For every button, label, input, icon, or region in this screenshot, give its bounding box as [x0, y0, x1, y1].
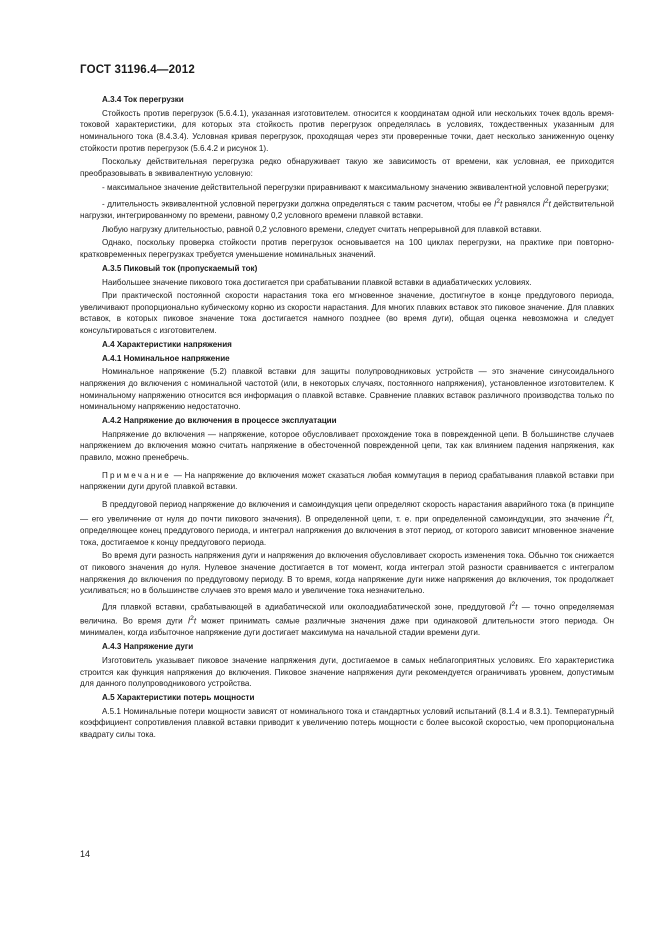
section-a4-title: А.4 Характеристики напряжения — [102, 339, 232, 349]
section-a41-title: А.4.1 Номинальное напряжение — [102, 353, 230, 363]
paragraph: - максимальное значение действительной перегрузки приравнивают к максимальному значению эквивалентной условной перегрузки; — [102, 182, 609, 192]
paragraph-i2t: - длительность эквивалентной условной перегрузки должна определяться с таким расчетом, чтобы ее $I^2t$ равнялся $I^2t$ действительной нагрузки, интегрированному по времени, равному 0,2 условного времени плавкой вставки. — [80, 197, 614, 220]
paragraph: А.5.1 Номинальные потери мощности зависят от номинального тока и стандартных условий испытаний (8.1.4 и 8.3.1). Температурный коэффициент сопротивления плавкой вставки приводит к увеличению потерь мощности с более высокой скоростью, чем пропорциональна квадрату силы тока. — [80, 706, 614, 739]
note: Примечание — На напряжение до включения может сказаться любая коммутация в период срабатывания плавкой вставки при напряжении дуги другой плавкой вставки. — [80, 470, 614, 492]
paragraph: Номинальное напряжение (5.2) плавкой вставки для защиты полупроводниковых устройств — это значение синусоидального напряжения до включения с номинальной частотой (или, в некоторых случаях, постоянного напряжения), установленное изготовителем. К номинальному напряжению относится вся информация о плавкой вставке. Сравнение плавких вставок различного производства только по номинальному напряжению недостаточно. — [80, 367, 614, 412]
document-body — [80, 94, 614, 743]
paragraph: Поскольку действительная перегрузка редко обнаруживает такую же зависимость от времени, как условная, ее приходится преобразовывать в эквивалентную условную: — [80, 157, 614, 178]
paragraph-i2t: В преддуговой период напряжение до включения и самоиндукция цепи определяют скорость нарастания аварийного тока (в принципе — его увеличение от нуля до почти пикового значения). В определенной цепи, т. е. при определенной самоиндукции, это значение $I^2t$, определяющее конец преддугового периода, и интеграл напряжения до включения в этот период, от которого зависит мгновенное значение тока, достигаемое к концу преддугового периода. — [80, 500, 614, 547]
paragraph-i2t: Для плавкой вставки, срабатывающей в адиабатической или околоадиабатической зоне, преддуговой $I^2t$ — точно определяемая величина. Во время дуги $I^2t$ может принимать самые различные значения даже при одинаковой длительности этого периода. Он минимален, когда избыточное напряжение дуги достигает максимума на начальной стадии времени дуги. — [80, 600, 615, 638]
section-a5-title: А.5 Характеристики потерь мощности — [102, 693, 255, 702]
section-a34-title: А.3.4 Ток перегрузки — [102, 95, 184, 104]
paragraph: Напряжение до включения — напряжение, которое обусловливает прохождение тока в поврежденной цепи. В большинстве случаев напряжением до включения можно считать напряжение в обесточенной поврежденной цепи, так как влиянием падения напряжения, как правило, можно пренебречь. — [80, 429, 614, 462]
paragraph: Однако, поскольку проверка стойкости против перегрузок основывается на 100 циклах перегрузки, на практике при повторно-кратковременных перегрузках требуется уменьшение номинальных значений. — [80, 238, 614, 259]
paragraph: Во время дуги разность напряжения дуги и напряжения до включения обусловливает скорость изменения тока. Обычно ток снижается от пикового значения до нуля. Нулевое значение достигается в тот момент, когда интеграл этой разности сравнивается с интегралом напряжения до включения по преддуговому периоду. В то время, когда напряжение дуги ниже напряжения до включения, ток продолжает усиливаться; но в большинстве случаев это время мало и увеличение тока незначительно. — [80, 551, 614, 596]
standard-designation: ГОСТ 31196.4—2012 — [80, 64, 195, 76]
paragraph: При практической постоянной скорости нарастания тока его мгновенное значение, достигнутое в конце преддугового периода, увеличивают пропорционально кубическому корню из скорости нарастания. Для многих плавких вставок это пиковое значение. Для плавких вставок, в которых пиковое значение тока достигается намного позднее (во время дуги), общая оценка невозможна и следует консультироваться с изготовителем. — [80, 291, 614, 336]
section-a42-title: А.4.2 Напряжение до включения в процессе эксплуатации — [102, 415, 337, 425]
paragraph: Изготовитель указывает пиковое значение напряжения дуги, достигаемое в самых неблагоприятных условиях. Его характеристика строится как функция напряжения до включения. Пиковое значение напряжения дуги рекомендуется ограничивать уровнем, допустимым для данного полупроводникового устройства. — [80, 656, 614, 689]
paragraph: Стойкость против перегрузок (5.6.4.1), указанная изготовителем. относится к координатам одной или нескольких точек вдоль время-токовой характеристики, для которых эта стойкость против перегрузок определялась в условиях, тождественных указанным для номинального тока (8.4.3.4). Условная кривая перегрузок, проходящая через эти проверенные точки, дает несколько заниженную оценку стойкости против перегрузок (5.6.4.2 и рисунок 1). — [80, 108, 614, 153]
paragraph: Наибольшее значение пикового тока достигается при срабатывании плавкой вставки в адиабатических условиях. — [102, 277, 532, 287]
paragraph: Любую нагрузку длительностью, равной 0,2 условного времени, следует считать непрерывной для плавкой вставки. — [102, 224, 542, 234]
section-a43-title: А.4.3 Напряжение дуги — [102, 642, 194, 652]
page-number: 14 — [80, 849, 91, 859]
section-a35-title: А.3.5 Пиковый ток (пропускаемый ток) — [102, 263, 258, 273]
note-label: Примечание — [102, 470, 171, 480]
